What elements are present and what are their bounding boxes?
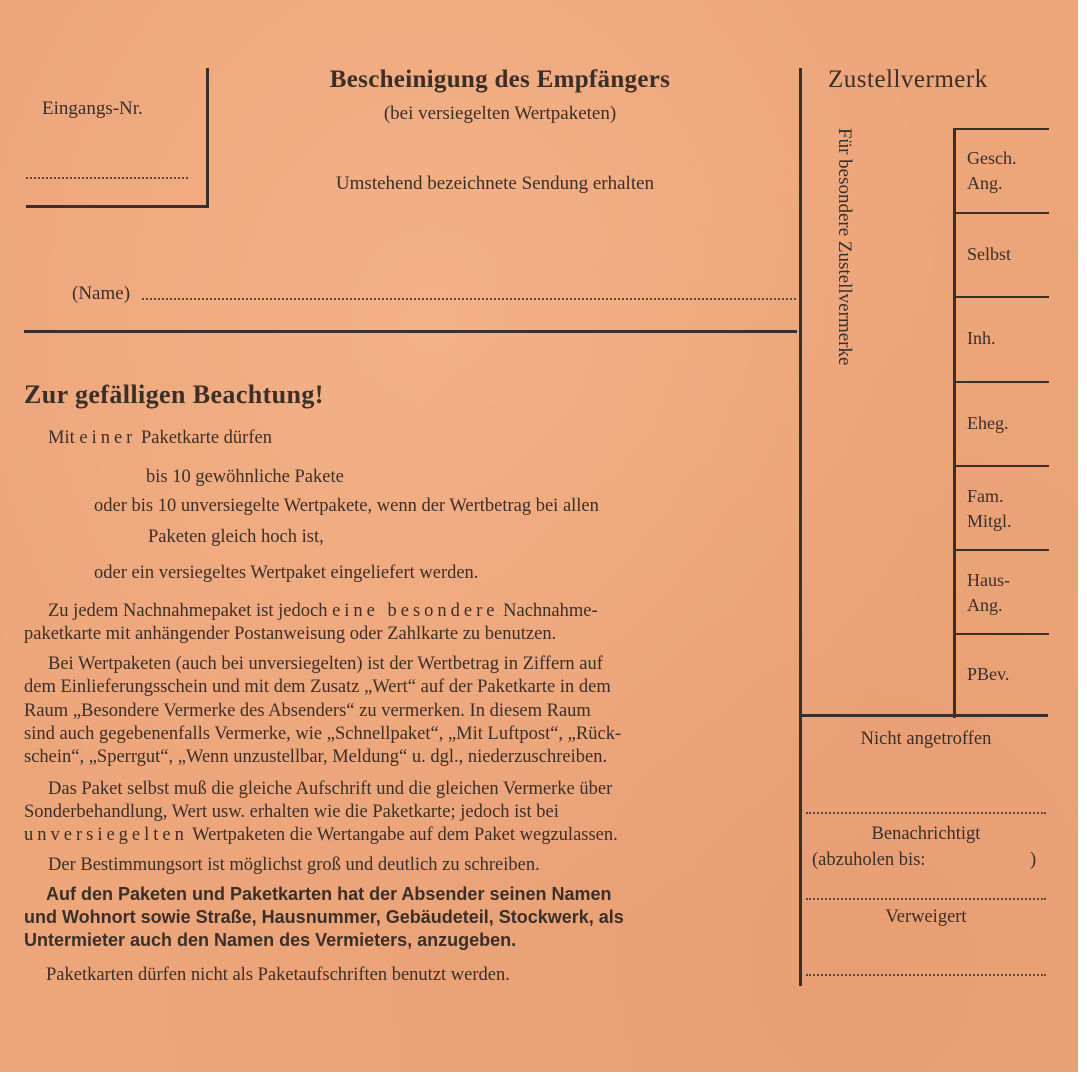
right-column-border (799, 68, 802, 986)
delivery-boxes-left-border (953, 128, 956, 718)
box-gesch-ang[interactable]: Gesch. Ang. (967, 148, 1017, 193)
abzuholen-label: (abzuholen bis: (812, 850, 926, 870)
verweigert-label: Verweigert (885, 907, 967, 927)
certificate-subtitle: (bei versiegelten Wertpaketen) (383, 103, 617, 124)
notice-bold-line: Auf den Paketen und Paketkarten hat der Absender seinen Namen (46, 884, 612, 904)
notice-line: Paketkarten dürfen nicht als Paketaufschriften benutzt werden. (46, 965, 510, 985)
notice-line: oder ein versiegeltes Wertpaket eingeliefert werden. (94, 563, 479, 583)
notice-line: schein“, „Sperrgut“, „Wenn unzustellbar, Meldung“ u. dgl., niederzuschreiben. (24, 747, 608, 767)
eingangs-box-bottom-border (26, 205, 209, 208)
notice-line: Paketen gleich hoch ist, (148, 527, 324, 547)
box-pbev[interactable]: PBev. (967, 664, 1010, 684)
eingangs-box-right-border (206, 68, 209, 208)
delivery-box-divider (953, 633, 1049, 635)
box-selbst[interactable]: Selbst (967, 244, 1012, 264)
box-fam-mitgl[interactable]: Fam. Mitgl. (967, 486, 1012, 531)
notice-line: paketkarte mit anhängender Postanweisung oder Zahlkarte zu benutzen. (24, 624, 557, 644)
delivery-box-divider (953, 381, 1049, 383)
box-haus-ang[interactable]: Haus- Ang. (967, 570, 1010, 615)
benachrichtigt-field[interactable] (806, 898, 1046, 900)
notice-line: bis 10 gewöhnliche Pakete (146, 467, 344, 487)
notice-line: unversiegelten Wertpaketen die Wertangabe auf dem Paket wegzulassen. (24, 825, 618, 845)
benachrichtigt-label: Benachrichtigt (871, 824, 981, 844)
notice-line: dem Einlieferungsschein und mit dem Zusatz „Wert“ auf der Paketkarte in dem (24, 677, 611, 697)
notice-bold-line: Untermieter auch den Namen des Vermieters, anzugeben. (24, 930, 517, 950)
notice-line: sind auch gegebenenfalls Vermerke, wie „Schnellpaket“, „Mit Luftpost“, „Rück- (24, 724, 622, 744)
notice-line: Das Paket selbst muß die gleiche Aufschrift und die gleichen Vermerke über (48, 779, 613, 799)
name-field[interactable] (142, 298, 796, 300)
notice-line: oder bis 10 unversiegelte Wertpakete, wenn der Wertbetrag bei allen (94, 496, 599, 516)
notice-line: Sonderbehandlung, Wert usw. erhalten wie die Paketkarte; jedoch ist bei (24, 802, 559, 822)
nicht-angetroffen-label: Nicht angetroffen (860, 729, 992, 749)
certificate-title: Bescheinigung des Empfängers (329, 66, 671, 93)
special-delivery-notes-label: Für besondere Zustellvermerke (834, 128, 855, 366)
eingangs-nr-field[interactable] (26, 177, 188, 179)
received-statement: Umstehend bezeichnete Sendung erhalten (335, 173, 655, 194)
header-divider (24, 330, 797, 333)
delivery-box-divider (953, 128, 1049, 130)
delivery-box-divider (953, 212, 1049, 214)
notice-heading: Zur gefälligen Beachtung! (24, 380, 324, 409)
abzuholen-close: ) (1030, 850, 1037, 870)
zustellvermerk-title: Zustellvermerk (828, 66, 988, 93)
notice-line: Der Bestimmungsort ist möglichst groß und deutlich zu schreiben. (48, 855, 540, 875)
notice-line: Bei Wertpaketen (auch bei unversiegelten) ist der Wertbetrag in Ziffern auf (48, 654, 603, 674)
notice-line: Zu jedem Nachnahmepaket ist jedoch eine besondere Nachnahme- (48, 601, 598, 621)
delivery-box-divider (953, 549, 1049, 551)
name-label: (Name) (72, 283, 131, 304)
notice-bold-line: und Wohnort sowie Straße, Hausnummer, Gebäudeteil, Stockwerk, als (24, 907, 624, 927)
box-inh[interactable]: Inh. (967, 328, 996, 348)
delivery-box-divider (953, 296, 1049, 298)
verweigert-field[interactable] (806, 974, 1046, 976)
nicht-angetroffen-field[interactable] (806, 812, 1046, 814)
eingangs-nr-label: Eingangs-Nr. (42, 98, 143, 119)
delivery-section-divider (799, 714, 1048, 717)
delivery-box-divider (953, 465, 1049, 467)
notice-line: Mit einer Paketkarte dürfen (48, 428, 272, 448)
notice-line: Raum „Besondere Vermerke des Absenders“ zu vermerken. In diesem Raum (24, 701, 591, 721)
box-eheg[interactable]: Eheg. (967, 413, 1009, 433)
